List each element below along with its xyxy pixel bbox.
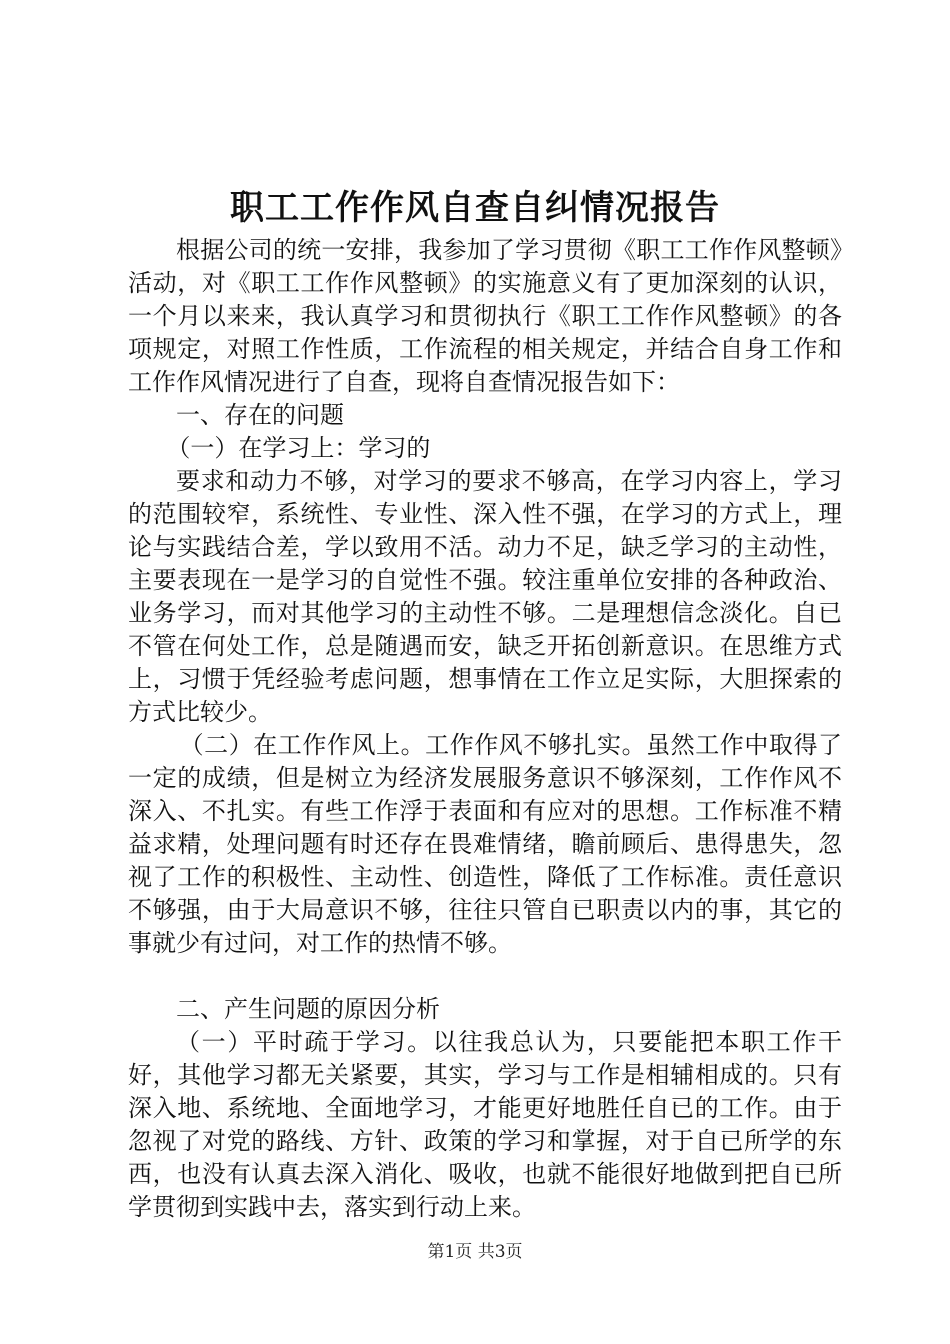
subsection-heading-study: （一）在学习上：学习的 [166,434,431,462]
document-body [128,234,842,1224]
work-style-paragraph: （二）在工作作风上。工作作风不够扎实。虽然工作中取得了一定的成绩，但是树立为经济发展服务意识不够深刻，工作作风不深入、不扎实。有些工作浮于表面和有应对的思想。工作标准不精益求精，处理问题有时还存在畏难情绪，瞻前顾后、患得患失，忽视了工作的积极性、主动性、创造性，降低了工作标准。责任意识不够强，由于大局意识不够，往往只管自已职责以内的事，其它的事就少有过问，对工作的热情不够。 [128,731,842,957]
study-paragraph: 要求和动力不够，对学习的要求不够高，在学习内容上，学习的范围较窄，系统性、专业性、深入性不强，在学习的方式上，理论与实践结合差，学以致用不活。动力不足，缺乏学习的主动性，主要表现在一是学习的自觉性不强。较注重单位安排的各种政治、业务学习，而对其他学习的主动性不够。二是理想信念淡化。自已不管在何处工作，总是随遇而安，缺乏开拓创新意识。在思维方式上，习惯于凭经验考虑问题，想事情在工作立足实际，大胆探索的方式比较少。 [128,467,842,726]
causes-paragraph: （一）平时疏于学习。以往我总认为，只要能把本职工作干好，其他学习都无关紧要，其实，学习与工作是相辅相成的。只有深入地、系统地、全面地学习，才能更好地胜任自已的工作。由于忽视了对党的路线、方针、政策的学习和掌握，对于自已所学的东西，也没有认真去深入消化、吸收，也就不能很好地做到把自已所学贯彻到实践中去，落实到行动上来。 [128,1028,842,1221]
intro-paragraph: 根据公司的统一安排，我参加了学习贯彻《职工工作作风整顿》活动，对《职工工作作风整顿》的实施意义有了更加深刻的认识，一个月以来来，我认真学习和贯彻执行《职工工作作风整顿》的各项规定，对照工作性质，工作流程的相关规定，并结合自身工作和工作作风情况进行了自查，现将自查情况报告如下： [128,236,842,396]
document-title: 职工工作作风自查自纠情况报告 [230,188,720,228]
section-heading-causes: 二、产生问题的原因分析 [176,995,440,1023]
section-heading-problems: 一、存在的问题 [176,401,344,429]
page-footer: 第1页 共3页 [427,1242,523,1262]
paragraph-spacer [128,960,842,993]
